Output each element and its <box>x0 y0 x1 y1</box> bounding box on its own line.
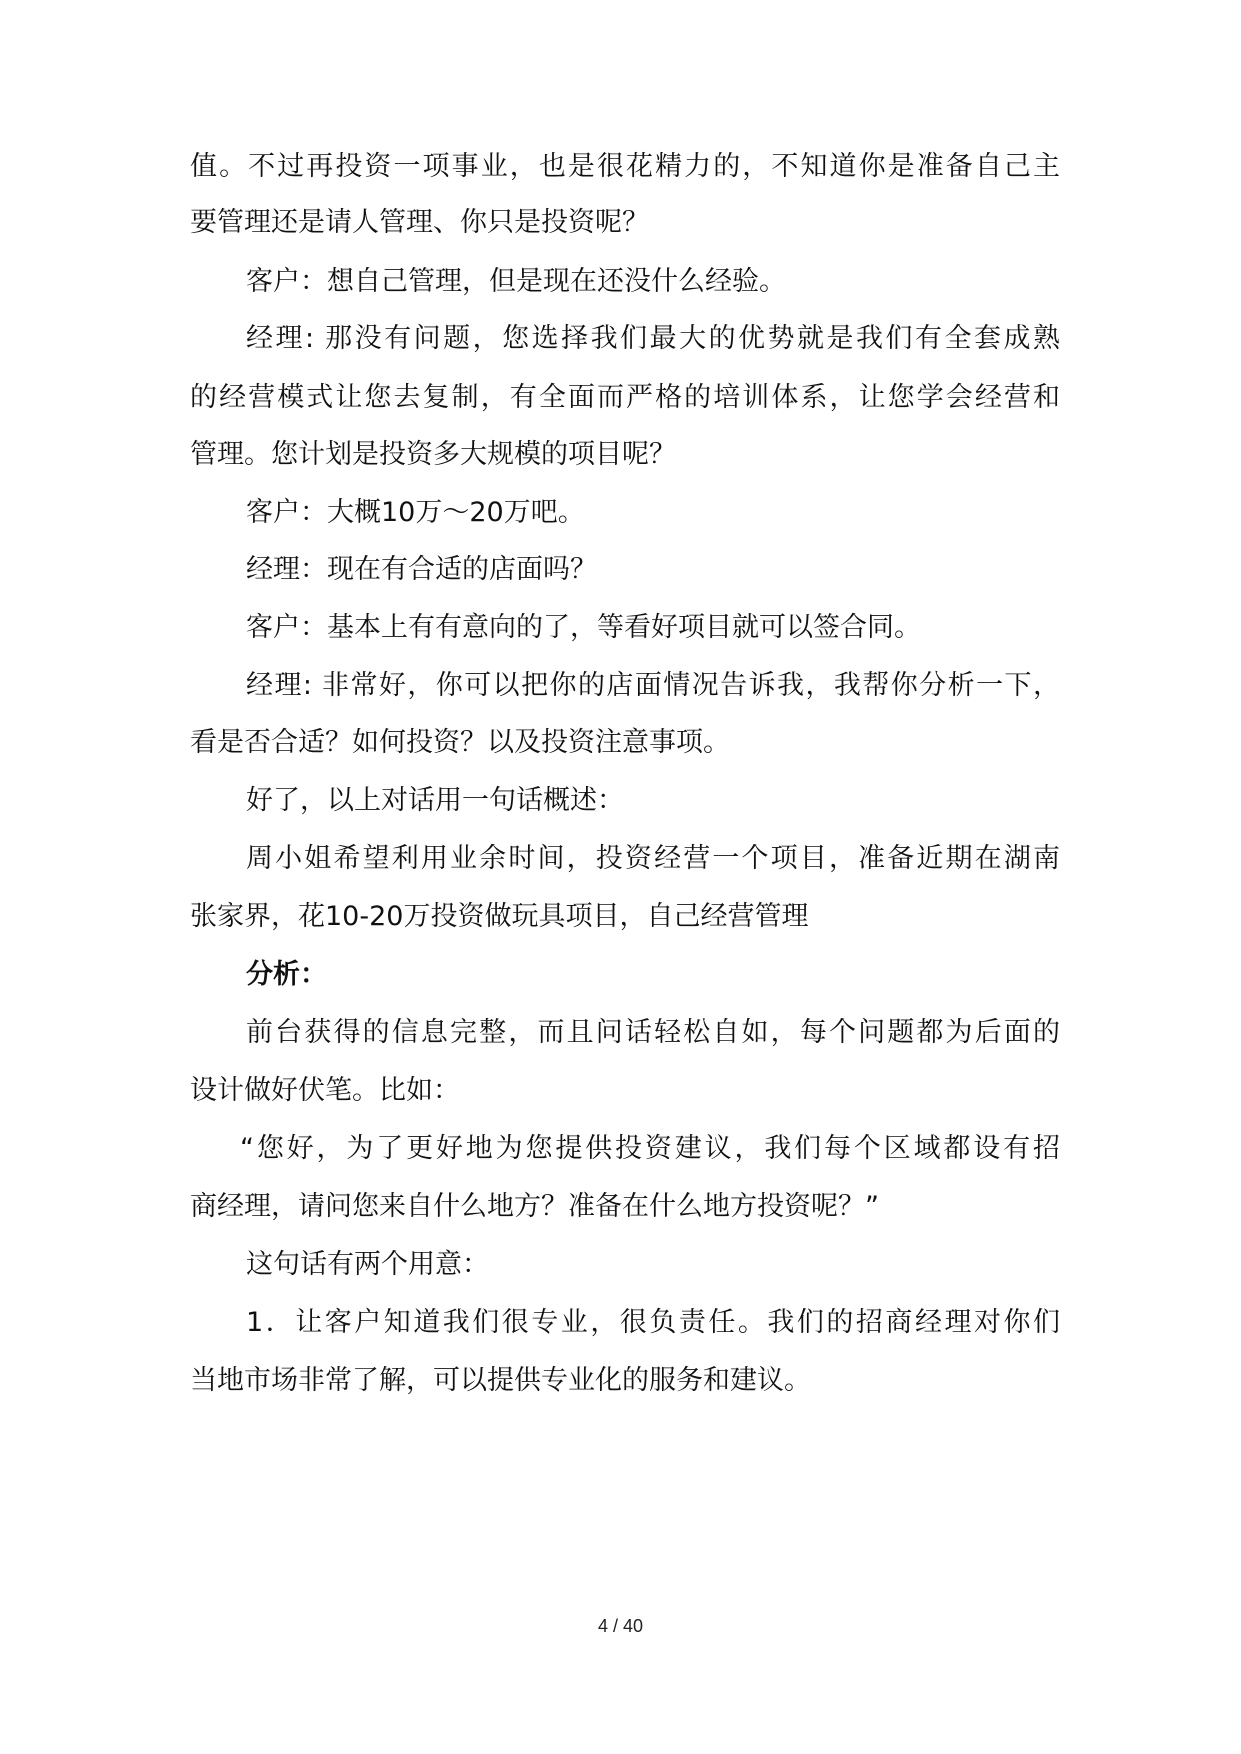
text-line-4: 经理: 那没有问题，您选择我们最大的优势就是我们有全套成熟 <box>246 323 1060 354</box>
text-line-12: 好了，以上对话用一句话概述： <box>246 785 624 816</box>
text-line-21: 1．让客户知道我们很专业，很负责任。我们的招商经理对你们 <box>246 1307 1060 1338</box>
text-line-5: 的经营模式让您去复制，有全面而严格的培训体系，让您学会经营和 <box>190 382 1060 413</box>
text-line-3: 客户：想自己管理，但是现在还没什么经验。 <box>246 266 786 297</box>
text-line-17: 设计做好伏笔。比如： <box>190 1075 460 1106</box>
page-number: 4 / 40 <box>597 1616 644 1636</box>
text-line-1: 值。不过再投资一项事业，也是很花精力的，不知道你是准备自己主 <box>190 151 1060 182</box>
text-line-2: 要管理还是请人管理、你只是投资呢？ <box>190 207 649 238</box>
text-line-8: 经理：现在有合适的店面吗？ <box>246 554 597 585</box>
text-line-7: 客户：大概10万～20万吧。 <box>246 497 585 528</box>
text-line-16: 前台获得的信息完整，而且问话轻松自如，每个问题都为后面的 <box>246 1017 1060 1048</box>
text-line-6: 管理。您计划是投资多大规模的项目呢？ <box>190 439 676 470</box>
text-line-19: 商经理，请问您来自什么地方？准备在什么地方投资呢？” <box>190 1191 879 1222</box>
section-heading: 分析： <box>246 959 327 990</box>
text-line-11: 看是否合适？如何投资？以及投资注意事项。 <box>190 727 730 758</box>
text-line-10: 经理: 非常好，你可以把你的店面情况告诉我，我帮你分析一下， <box>246 670 1060 701</box>
text-line-22: 当地市场非常了解，可以提供专业化的服务和建议。 <box>190 1365 811 1396</box>
text-line-9: 客户：基本上有有意向的了，等看好项目就可以签合同。 <box>246 612 921 643</box>
text-line-14: 张家界，花10-20万投资做玩具项目，自己经营管理 <box>190 901 809 932</box>
text-line-18: “您好，为了更好地为您提供投资建议，我们每个区域都设有招 <box>240 1133 1060 1164</box>
text-line-13: 周小姐希望利用业余时间，投资经营一个项目，准备近期在湖南 <box>246 843 1060 874</box>
text-line-20: 这句话有两个用意： <box>246 1249 489 1280</box>
